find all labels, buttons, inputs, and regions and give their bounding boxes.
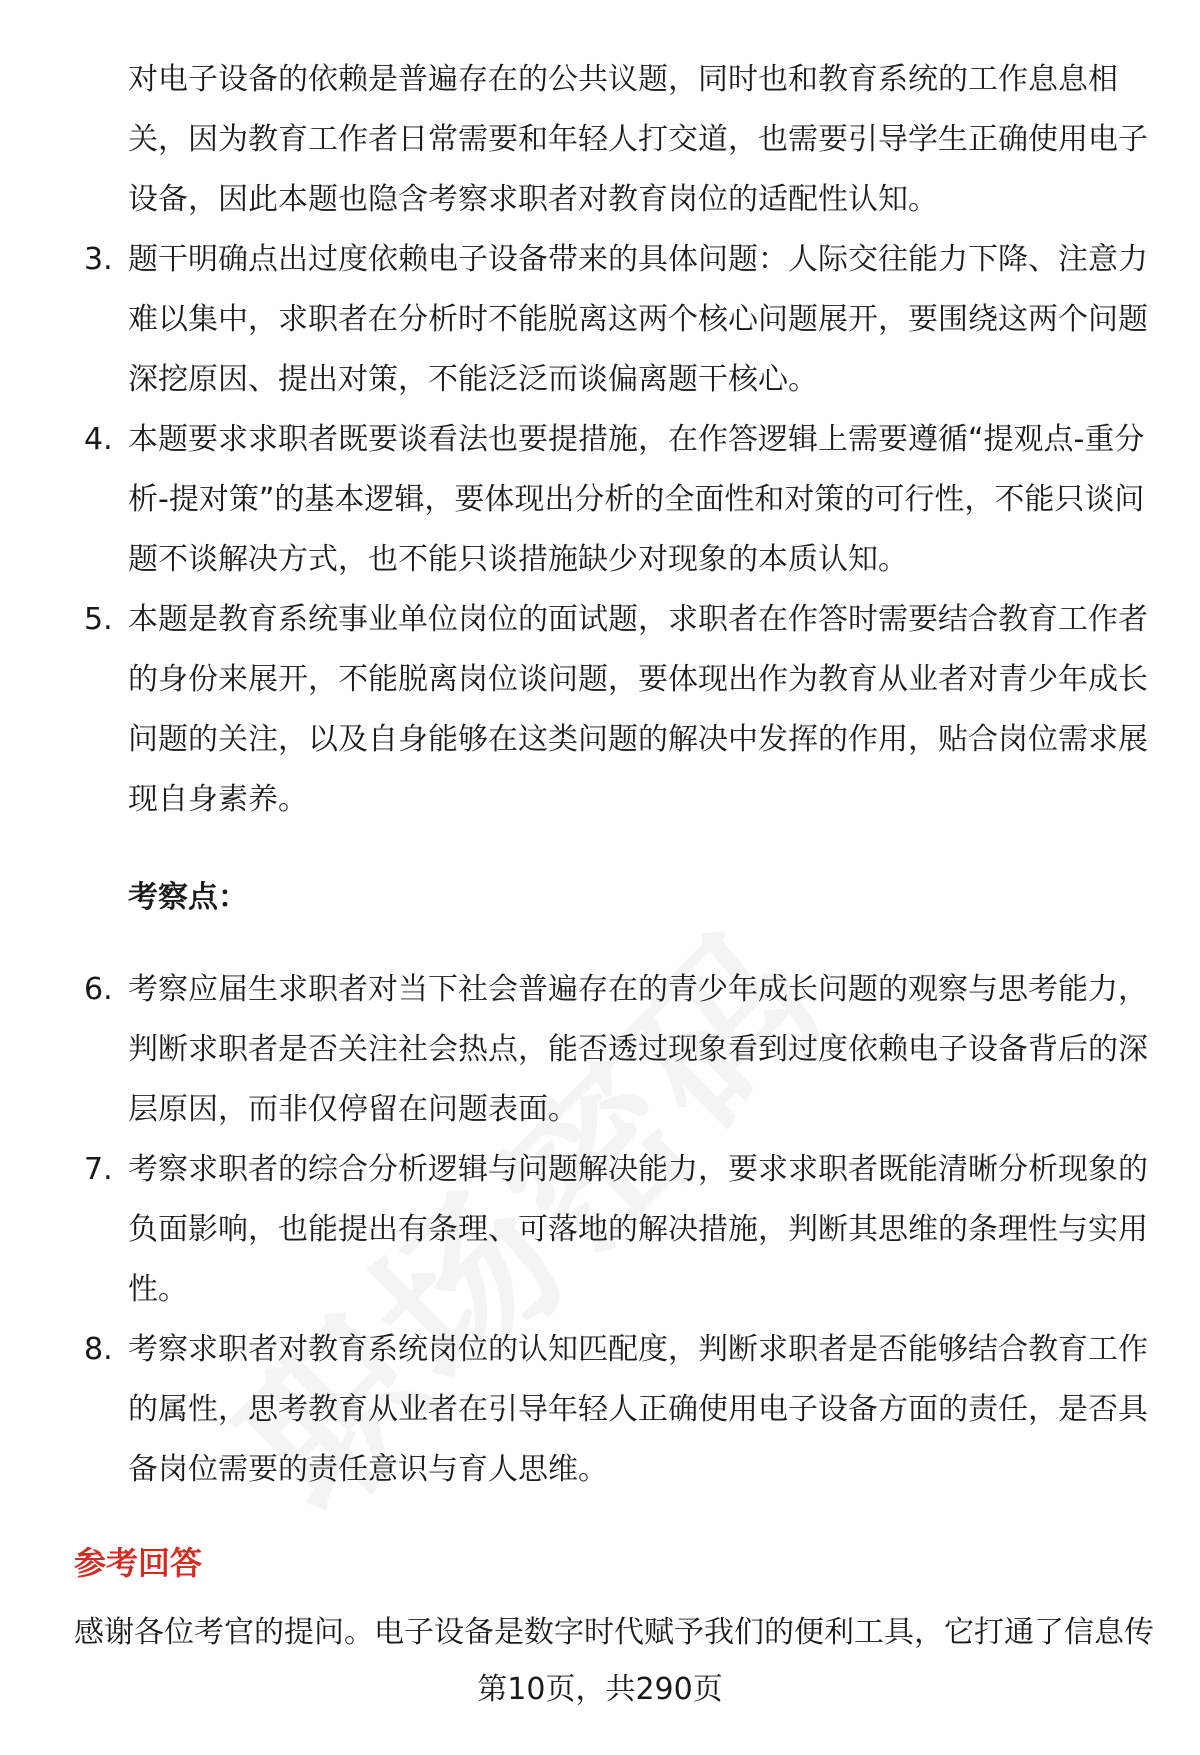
list-item-text: 考察应届生求职者对当下社会普遍存在的青少年成长问题的观察与思考能力，判断求职者是否关注社会热点，能否透过现象看到过度依赖电子设备背后的深层原因，而非仅停留在问题表面。	[128, 972, 1148, 1127]
list-item-text: 本题是教育系统事业单位岗位的面试题，求职者在作答时需要结合教育工作者的身份来展开，不能脱离岗位谈问题，要体现出作为教育从业者对青少年成长问题的关注，以及自身能够在这类问题的解决中发挥的作用，贴合岗位需求展现自身素养。	[128, 602, 1148, 817]
list-item	[0, 590, 1168, 830]
list-item-number: 6.	[84, 972, 113, 1007]
list-item-number: 4.	[84, 422, 113, 457]
continuation-paragraph: 对电子设备的依赖是普遍存在的公共议题，同时也和教育系统的工作息息相关，因为教育工作者日常需要和年轻人打交道，也需要引导学生正确使用电子设备，因此本题也隐含考察求职者对教育岗位的适配性认知。	[128, 62, 1148, 217]
list-item	[0, 410, 1168, 590]
list-item	[0, 1140, 1168, 1320]
list-item-number: 5.	[84, 602, 113, 637]
answer-paragraph: 感谢各位考官的提问。电子设备是数字时代赋予我们的便利工具，它打通了信息传	[74, 1615, 1154, 1650]
list-item-text: 题干明确点出过度依赖电子设备带来的具体问题：人际交往能力下降、注意力难以集中，求职者在分析时不能脱离这两个核心问题展开，要围绕这两个问题深挖原因、提出对策，不能泛泛而谈偏离题干核心。	[128, 242, 1148, 397]
analysis-list	[0, 230, 1200, 830]
list-item	[0, 230, 1168, 410]
answer-heading: 参考回答	[74, 1544, 203, 1582]
list-item-text: 本题要求求职者既要谈看法也要提措施，在作答逻辑上需要遵循“提观点-重分析-提对策”的基本逻辑，要体现出分析的全面性和对策的可行性，不能只谈问题不谈解决方式，也不能只谈措施缺少对现象的本质认知。	[128, 422, 1145, 577]
list-item-number: 3.	[84, 242, 113, 277]
page-footer: 第10页，共290页	[477, 1672, 723, 1707]
list-item-text: 考察求职者的综合分析逻辑与问题解决能力，要求求职者既能清晰分析现象的负面影响，也能提出有条理、可落地的解决措施，判断其思维的条理性与实用性。	[128, 1152, 1148, 1307]
kaocha-list	[0, 960, 1200, 1500]
list-item	[0, 1320, 1168, 1500]
list-item-number: 7.	[84, 1152, 113, 1187]
kaocha-heading: 考察点：	[128, 880, 248, 915]
list-item-text: 考察求职者对教育系统岗位的认知匹配度，判断求职者是否能够结合教育工作的属性，思考教育从业者在引导年轻人正确使用电子设备方面的责任，是否具备岗位需要的责任意识与育人思维。	[128, 1332, 1148, 1487]
list-item	[0, 960, 1168, 1140]
list-item-number: 8.	[84, 1332, 113, 1367]
